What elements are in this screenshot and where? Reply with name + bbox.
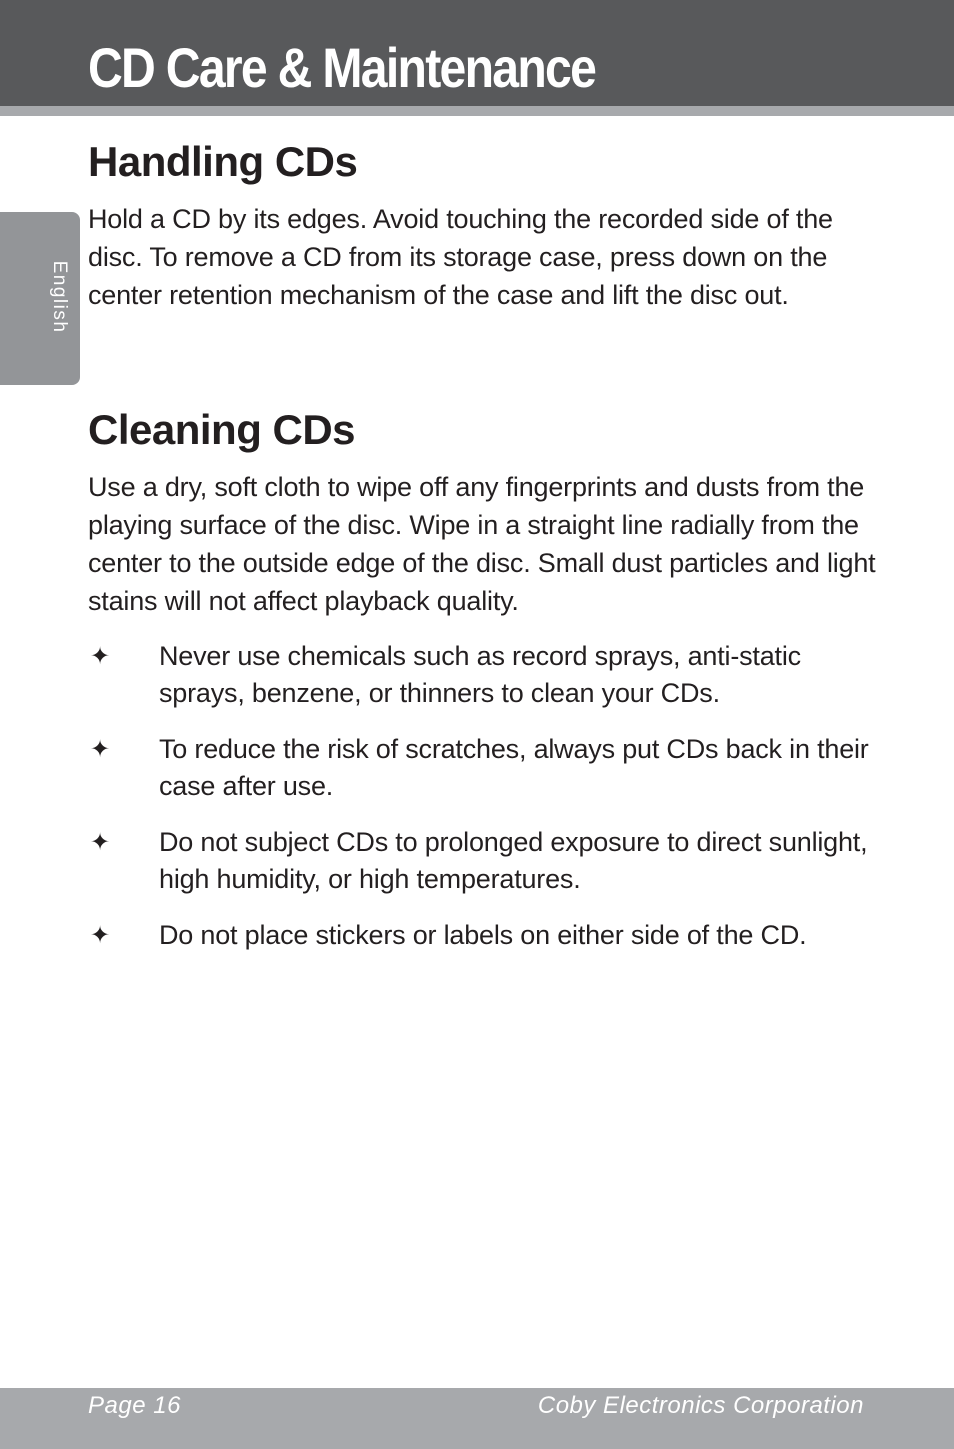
list-item bbox=[88, 731, 878, 805]
handling-section bbox=[88, 134, 878, 394]
four-point-star-icon: ✦ bbox=[90, 829, 110, 856]
cleaning-body: Use a dry, soft cloth to wipe off any fingerprints and dusts from the playing surface of the disc. Wipe in a straight line radially from the center to the outside edge of the disc. Small dust particles and light stains will not affect playback quality. bbox=[88, 472, 876, 616]
bullet-text: Do not subject CDs to prolonged exposure to direct sunlight, high humidity, or high temperatures. bbox=[159, 827, 868, 894]
bullet-text: Do not place stickers or labels on either side of the CD. bbox=[159, 920, 807, 950]
four-point-star-icon: ✦ bbox=[90, 736, 110, 763]
page-content bbox=[88, 134, 878, 973]
list-item bbox=[88, 824, 878, 898]
four-point-star-icon: ✦ bbox=[90, 922, 110, 949]
bullet-text: Never use chemicals such as record sprays, anti-static sprays, benzene, or thinners to clean your CDs. bbox=[159, 641, 801, 708]
four-point-star-icon: ✦ bbox=[90, 643, 110, 670]
cleaning-bullet-list bbox=[88, 638, 878, 954]
handling-heading: Handling CDs bbox=[88, 138, 358, 185]
language-tab-label: English bbox=[49, 260, 70, 334]
bullet-text: To reduce the risk of scratches, always put CDs back in their case after use. bbox=[159, 734, 869, 801]
list-item bbox=[88, 917, 878, 954]
company-name: Coby Electronics Corporation bbox=[537, 1392, 864, 1419]
list-item bbox=[88, 638, 878, 712]
cleaning-heading: Cleaning CDs bbox=[88, 406, 356, 453]
page-number: Page 16 bbox=[88, 1392, 181, 1419]
page-title: CD Care & Maintenance bbox=[88, 36, 596, 99]
handling-body: Hold a CD by its edges. Avoid touching the recorded side of the disc. To remove a CD from its storage case, press down on the center retention mechanism of the case and lift the disc out. bbox=[88, 204, 833, 310]
cleaning-section bbox=[88, 402, 878, 954]
